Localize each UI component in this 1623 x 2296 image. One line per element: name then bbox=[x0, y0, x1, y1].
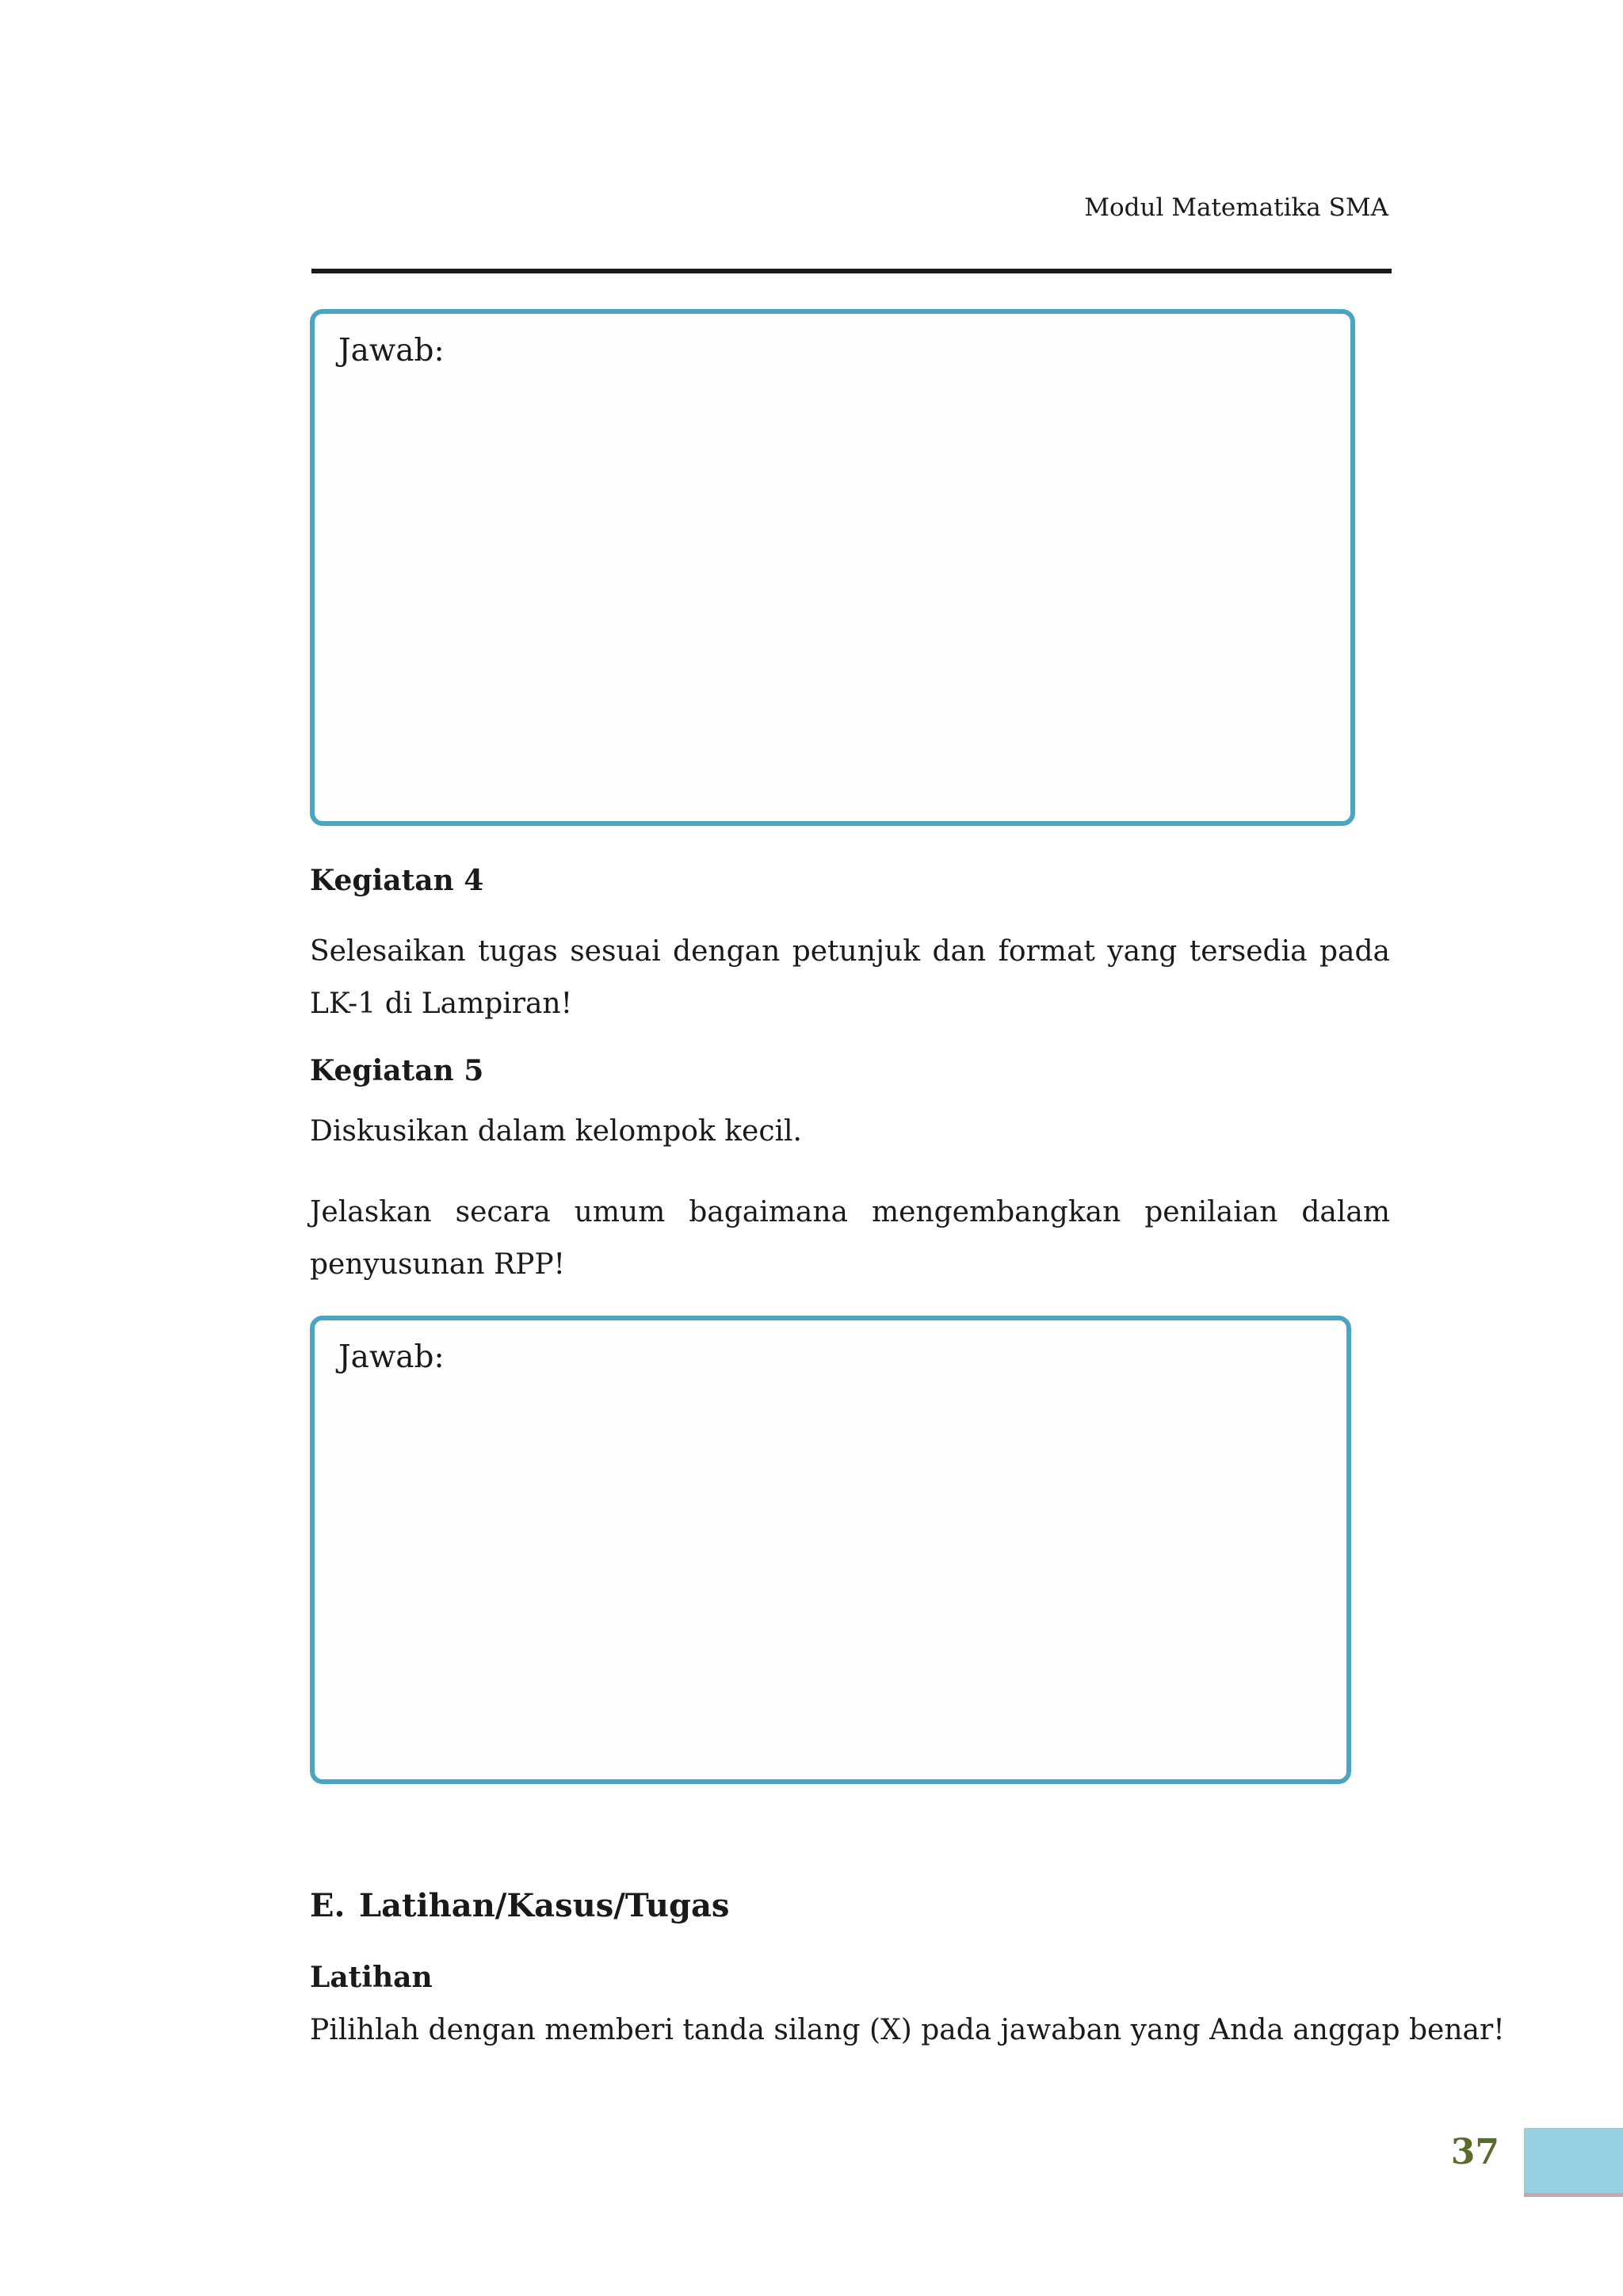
section-title: Latihan/Kasus/Tugas bbox=[359, 1887, 730, 1924]
answer-box-1[interactable] bbox=[310, 309, 1355, 826]
kegiatan-5-instruction-2: Jelaskan secara umum bagaimana mengembangkan penilaian dalam penyusunan RPP! bbox=[310, 1196, 1390, 1281]
page-tab-decoration bbox=[1524, 2128, 1623, 2197]
page-number: 37 bbox=[1450, 2132, 1499, 2172]
running-header: Modul Matematika SMA bbox=[1084, 193, 1388, 222]
header-rule bbox=[311, 269, 1392, 273]
section-heading bbox=[310, 1887, 729, 1924]
latihan-instruction: Pilihlah dengan memberi tanda silang (X) pada jawaban yang Anda anggap benar! bbox=[310, 2014, 1505, 2046]
kegiatan-4-heading: Kegiatan 4 bbox=[310, 864, 484, 897]
answer-label: Jawab: bbox=[338, 1339, 445, 1375]
kegiatan-5-heading: Kegiatan 5 bbox=[310, 1054, 484, 1087]
section-letter: E. bbox=[310, 1887, 346, 1924]
answer-label: Jawab: bbox=[338, 333, 445, 369]
kegiatan-5-instruction-1: Diskusikan dalam kelompok kecil. bbox=[310, 1115, 802, 1148]
answer-box-2[interactable] bbox=[310, 1316, 1351, 1784]
latihan-heading: Latihan bbox=[310, 1961, 433, 1994]
kegiatan-4-instruction: Selesaikan tugas sesuai dengan petunjuk dan format yang tersedia pada LK-1 di Lampiran! bbox=[310, 935, 1390, 1020]
